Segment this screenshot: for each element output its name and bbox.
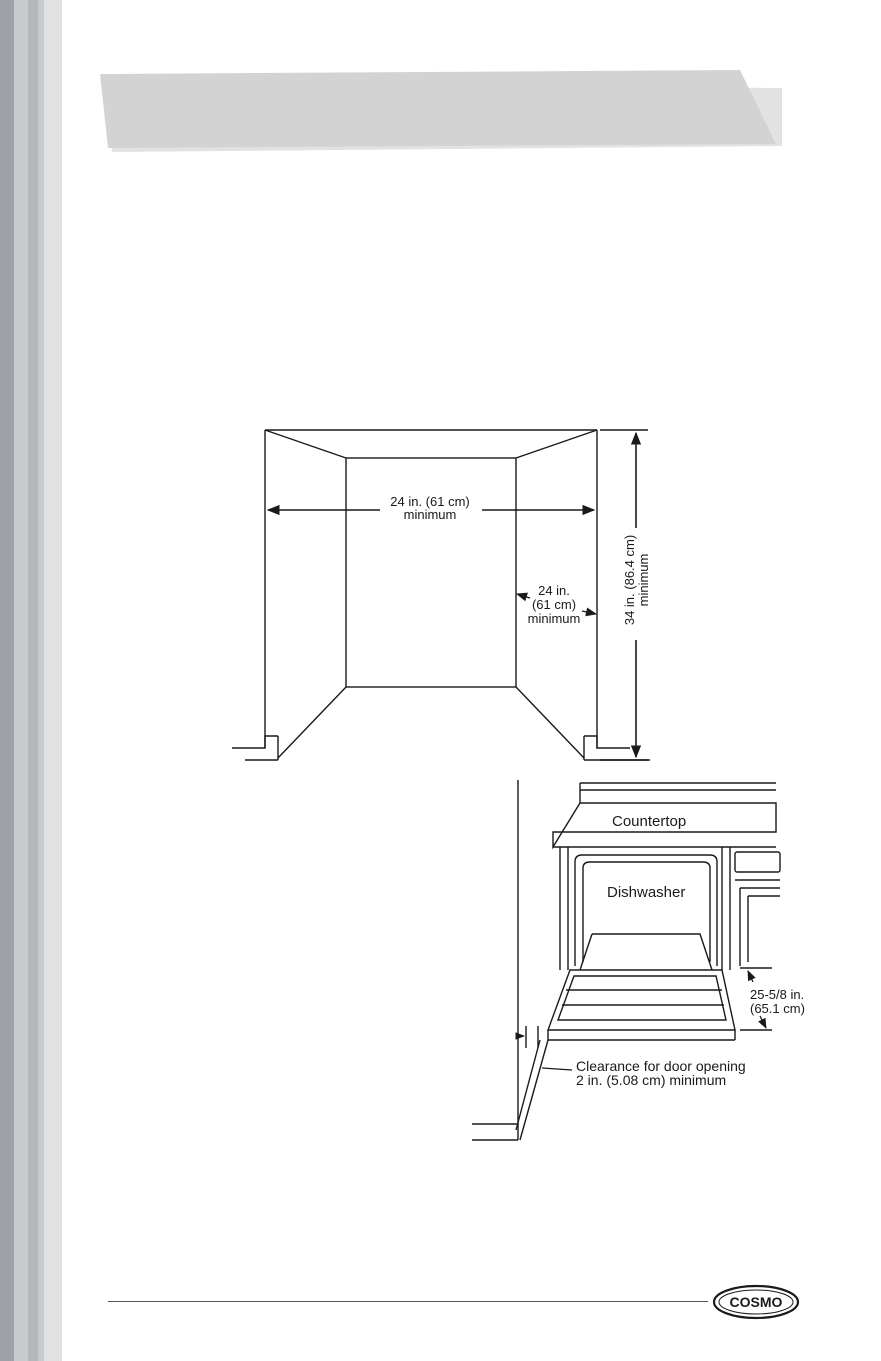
height-label-line2: minimum <box>636 553 651 607</box>
depth-arrow-left <box>517 594 530 598</box>
depth-arrow-right <box>582 611 596 614</box>
depth-label-line3: minimum <box>527 611 581 626</box>
door-height-arrow-top <box>748 971 753 982</box>
clearance-leader <box>542 1068 572 1070</box>
door-height-label-line2: (65.1 cm) <box>750 1001 805 1016</box>
width-label-line2: minimum <box>403 507 457 522</box>
dishwasher-label: Dishwasher <box>607 884 686 901</box>
height-label-line1: 34 in. (86.4 cm) <box>622 534 637 626</box>
countertop-label: Countertop <box>612 813 687 830</box>
brand-text: COSMO <box>729 1294 783 1310</box>
clearance-label-line2: 2 in. (5.08 cm) minimum <box>576 1072 727 1088</box>
opening-figure <box>232 430 650 760</box>
cosmo-logo <box>712 1284 800 1320</box>
width-label-line1: 24 in. (61 cm) <box>390 494 470 509</box>
door-height-label-line1: 25-5/8 in. <box>750 987 805 1002</box>
clearance-label-line1: Clearance for door opening <box>576 1058 746 1074</box>
footer-rule <box>108 1301 708 1302</box>
depth-label-line1: 24 in. <box>538 583 570 598</box>
door-height-arrow-bottom <box>760 1016 766 1028</box>
depth-label-line2: (61 cm) <box>531 597 577 612</box>
